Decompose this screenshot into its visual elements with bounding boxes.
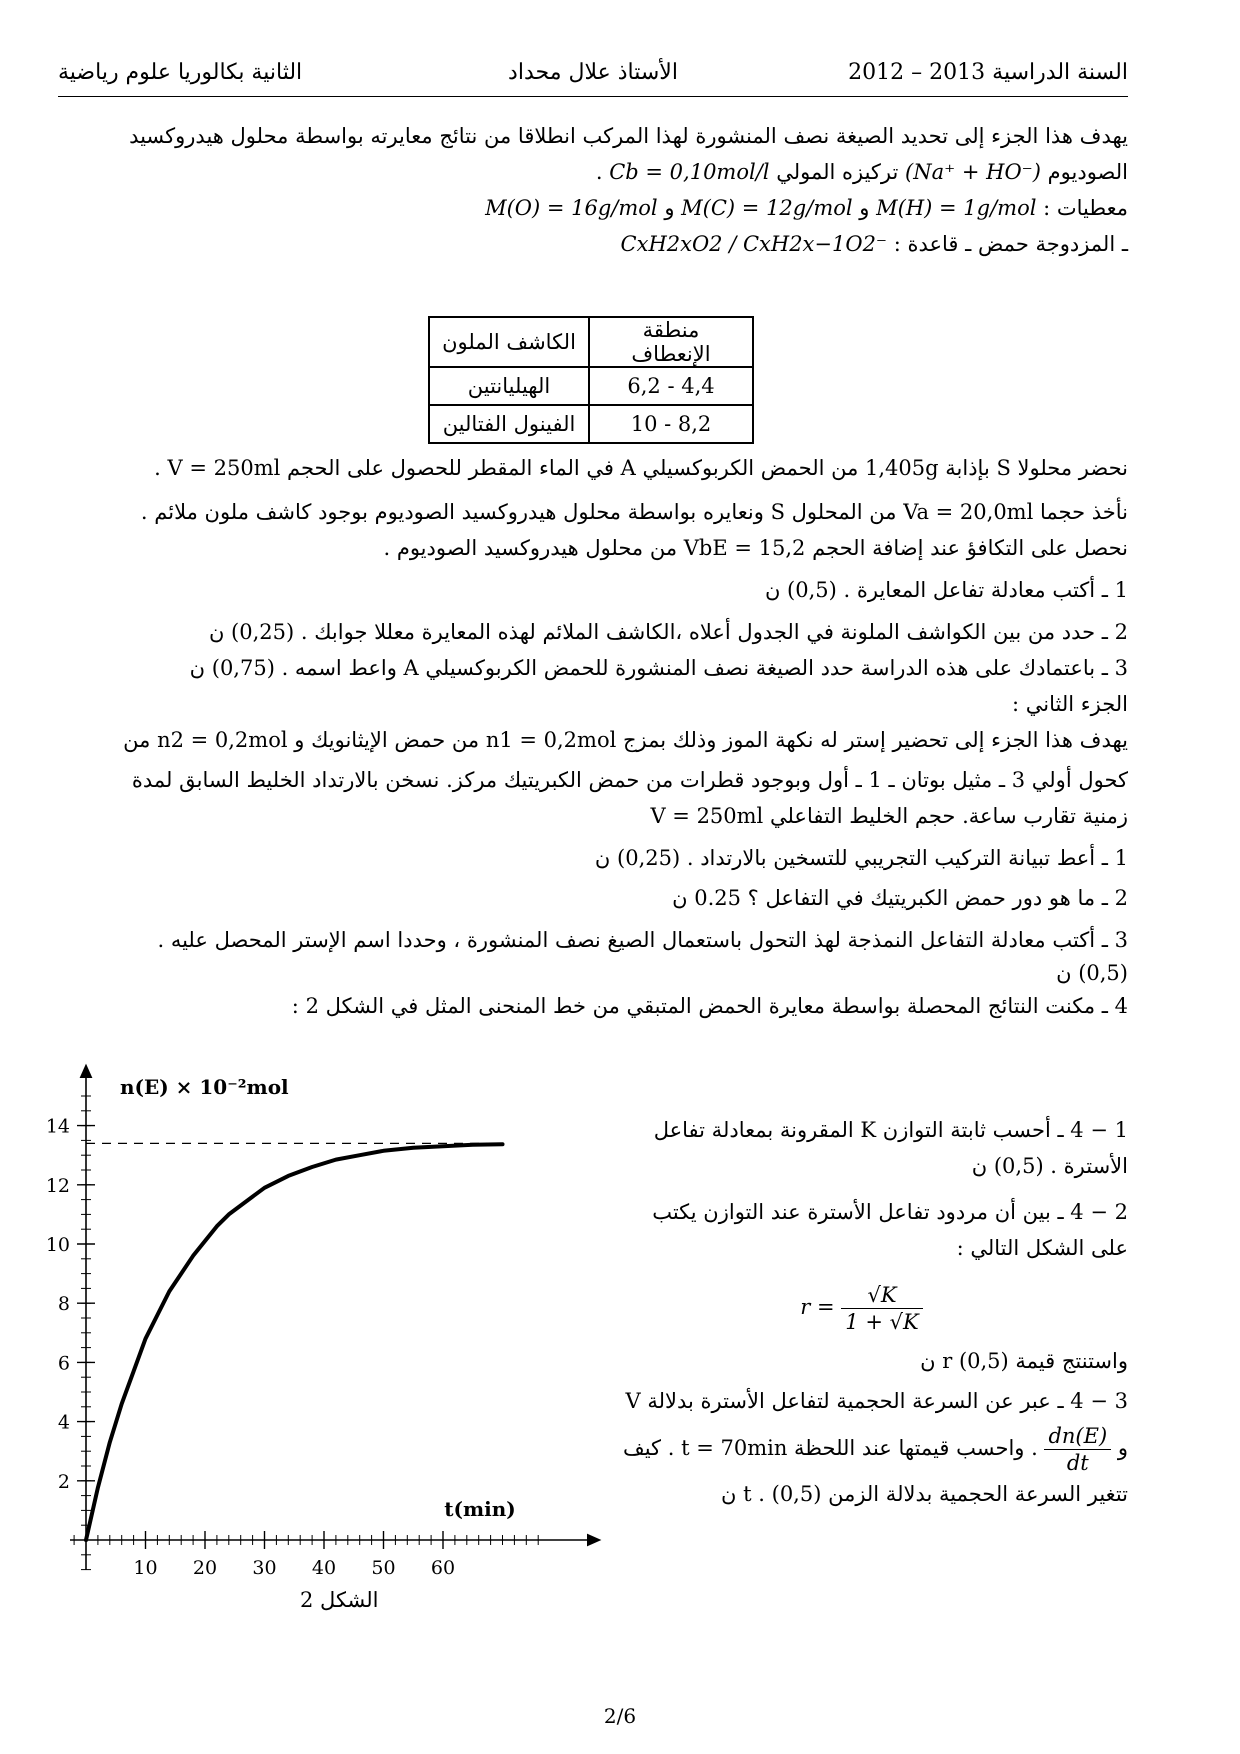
rate-denominator: dt: [1066, 1451, 1089, 1475]
formula-denominator: 1 + √K: [845, 1310, 919, 1334]
part1-para-2: نأخذ حجما Va = 20,0ml من المحلول S ونعايره بواسطة محلول هيدروكسيد الصوديوم بوجود كاشف ملون ملائم .: [140, 500, 1128, 524]
page-header: [58, 52, 1128, 92]
table-header-turning-zone: منطقة الإنعطاف: [589, 317, 753, 367]
y-tick-label: 8: [57, 1293, 70, 1316]
header-teacher: الأستاذ علال محداد: [508, 60, 678, 85]
intro-ions: (Na⁺ + HO⁻): [905, 160, 1041, 184]
part1-para-3: نحصل على التكافؤ عند إضافة الحجم VbE = 15,2 من محلول هيدروكسيد الصوديوم .: [383, 536, 1128, 560]
acid-base-couple: CxH2xO2 / CxH2x−1O2⁻: [620, 232, 888, 256]
x-tick-label: 60: [430, 1557, 456, 1579]
y-tick-label: 4: [57, 1411, 70, 1434]
couple-label: ـ المزدوجة حمض ـ قاعدة :: [893, 232, 1128, 256]
sub-question-4-3c: تتغير السرعة الحجمية بدلالة الزمن t . (0,5) ن: [721, 1482, 1128, 1506]
x-tick-label: 10: [133, 1557, 158, 1579]
series-line-ne: [86, 1144, 503, 1540]
rate-numerator: dn(E): [1044, 1423, 1111, 1450]
table-header-row: [429, 317, 753, 367]
sub-question-4-2c: واستنتج قيمة r (0,5) ن: [920, 1349, 1128, 1373]
table-row: [429, 405, 753, 443]
sub-question-4-2b: على الشكل التالي :: [956, 1236, 1128, 1260]
part2-para-3: زمنية تقارب ساعة. حجم الخليط التفاعلي V = 250ml: [650, 804, 1128, 828]
molar-mass-c: M(C) = 12g/mol: [681, 196, 853, 220]
sub-question-4-2a: 2 − 4 ـ بين أن مردود تفاعل الأسترة عند التوازن يكتب: [652, 1200, 1128, 1224]
and-word: و: [1117, 1436, 1128, 1460]
ester-amount-chart: [45, 1060, 610, 1620]
part1-section: [58, 450, 1128, 1024]
x-tick-label: 50: [371, 1557, 396, 1579]
molar-mass-h: M(H) = 1g/mol: [876, 196, 1037, 220]
yield-formula: [595, 1282, 1128, 1335]
sub-question-4-3b: [595, 1423, 1128, 1476]
part2-question-2: 2 ـ ما هو دور حمض الكبريتيك في التفاعل ؟ 0.25 ن: [672, 886, 1128, 910]
rate-instruction: . واحسب قيمتها عند اللحظة t = 70min . كيف: [622, 1436, 1038, 1460]
page-number: 2/6: [603, 1704, 637, 1728]
sub-questions: [595, 1112, 1128, 1512]
part2-title: الجزء الثاني :: [1012, 692, 1128, 716]
sub-question-4-3a: 3 − 4 ـ عبر عن السرعة الحجمية لتفاعل الأسترة بدلالة V: [625, 1389, 1128, 1413]
rate-fraction: [1044, 1423, 1111, 1476]
indicator-table: [428, 316, 754, 444]
sub-question-4-1a: 1 − 4 ـ أحسب ثابتة التوازن K المقرونة بمعادلة تفاعل: [653, 1118, 1128, 1142]
y-tick-label: 10: [45, 1234, 70, 1256]
intro-line-3: [58, 190, 1128, 226]
y-tick-label: 6: [57, 1352, 70, 1375]
header-divider: [58, 96, 1128, 97]
part2-para-1: يهدف هذا الجزء إلى تحضير إستر له نكهة الموز وذلك بمزج n1 = 0,2mol من حمض الإيثانويك و n2 = 0,2mol من: [123, 728, 1128, 752]
table-cell: 4,4 - 6,2: [589, 367, 753, 405]
part1-question-1: 1 ـ أكتب معادلة تفاعل المعايرة . (0,5) ن: [764, 578, 1128, 602]
part2-question-1: 1 ـ أعط تبيانة التركيب التجريبي للتسخين بالارتداد . (0,25) ن: [594, 846, 1128, 870]
given-label: معطيات :: [1043, 196, 1128, 220]
and-1: و: [859, 196, 870, 220]
intro-line-4: [58, 226, 1128, 262]
table-cell: الهيليانتين: [429, 367, 589, 405]
sub-question-4-1b: الأسترة . (0,5) ن: [971, 1154, 1128, 1178]
header-year: السنة الدراسية 2013 – 2012: [848, 60, 1128, 85]
table-header-indicator: الكاشف الملون: [429, 317, 589, 367]
part1-question-2: 2 ـ حدد من بين الكواشف الملونة في الجدول أعلاه ،الكاشف الملائم لهذه المعايرة معللا جوابك . (0,25) ن: [208, 620, 1128, 644]
part2-para-2: كحول أولي 3 ـ مثيل بوتان ـ 1 ـ أول وبوجود قطرات من حمض الكبريتيك مركز. نسخن بالارتداد الخليط السابق لمدة: [131, 768, 1128, 792]
intro-line-1: يهدف هذا الجزء إلى تحديد الصيغة نصف المنشورة لهذا المركب انطلاقا من نتائج معايرته بواسطة محلول هيدروكسيد: [129, 124, 1128, 148]
formula-numerator: √K: [841, 1282, 922, 1309]
x-tick-label: 30: [252, 1557, 277, 1579]
intro-sodium: الصوديوم: [1047, 160, 1128, 184]
intro-line-2: الصوديوم (Na⁺ + HO⁻) تركيزه المولي Cb = 0,10mol/l .: [595, 160, 1128, 184]
part1-question-3: 3 ـ باعتمادك على هذه الدراسة حدد الصيغة نصف المنشورة للحمض الكربوكسيلي A واعط اسمه . (0,75) ن: [189, 656, 1128, 680]
molar-mass-o: M(O) = 16g/mol: [485, 196, 658, 220]
formula-fraction: [841, 1282, 922, 1335]
x-tick-label: 20: [192, 1557, 218, 1579]
formula-lhs: r =: [800, 1295, 835, 1319]
x-axis-label: t(min): [444, 1497, 516, 1521]
intro-concentration: Cb = 0,10mol/l: [609, 160, 770, 184]
y-tick-label: 2: [57, 1470, 70, 1493]
figure-caption: الشكل 2: [300, 1588, 379, 1612]
intro-molar-conc-label: تركيزه المولي: [776, 160, 899, 184]
y-tick-label: 14: [45, 1115, 70, 1138]
part2-question-4: 4 ـ مكنت النتائج المحصلة بواسطة معايرة الحمض المتبقي من خط المنحنى المثل في الشكل 2 :: [291, 994, 1128, 1018]
table-cell: الفينول الفتالين: [429, 405, 589, 443]
x-tick-label: 40: [311, 1557, 337, 1579]
header-level: الثانية بكالوريا علوم رياضية: [58, 60, 303, 85]
intro-section: [58, 118, 1128, 262]
y-axis-label: n(E) × 10⁻²mol: [120, 1075, 289, 1099]
and-2: و: [664, 196, 675, 220]
part2-question-3b: (0,5) ن: [1056, 961, 1128, 985]
table-cell: 8,2 - 10: [589, 405, 753, 443]
part2-question-3a: 3 ـ أكتب معادلة التفاعل النمذجة لهذ التحول باستعمال الصيغ نصف المنشورة ، وحددا اسم الإستر المحصل عليه .: [157, 928, 1128, 952]
y-tick-label: 12: [45, 1174, 70, 1197]
table-row: [429, 367, 753, 405]
part1-para-1: نحضر محلولا S بإذابة 1,405g من الحمض الكربوكسيلي A في الماء المقطر للحصول على الحجم V = 250ml .: [154, 456, 1128, 480]
